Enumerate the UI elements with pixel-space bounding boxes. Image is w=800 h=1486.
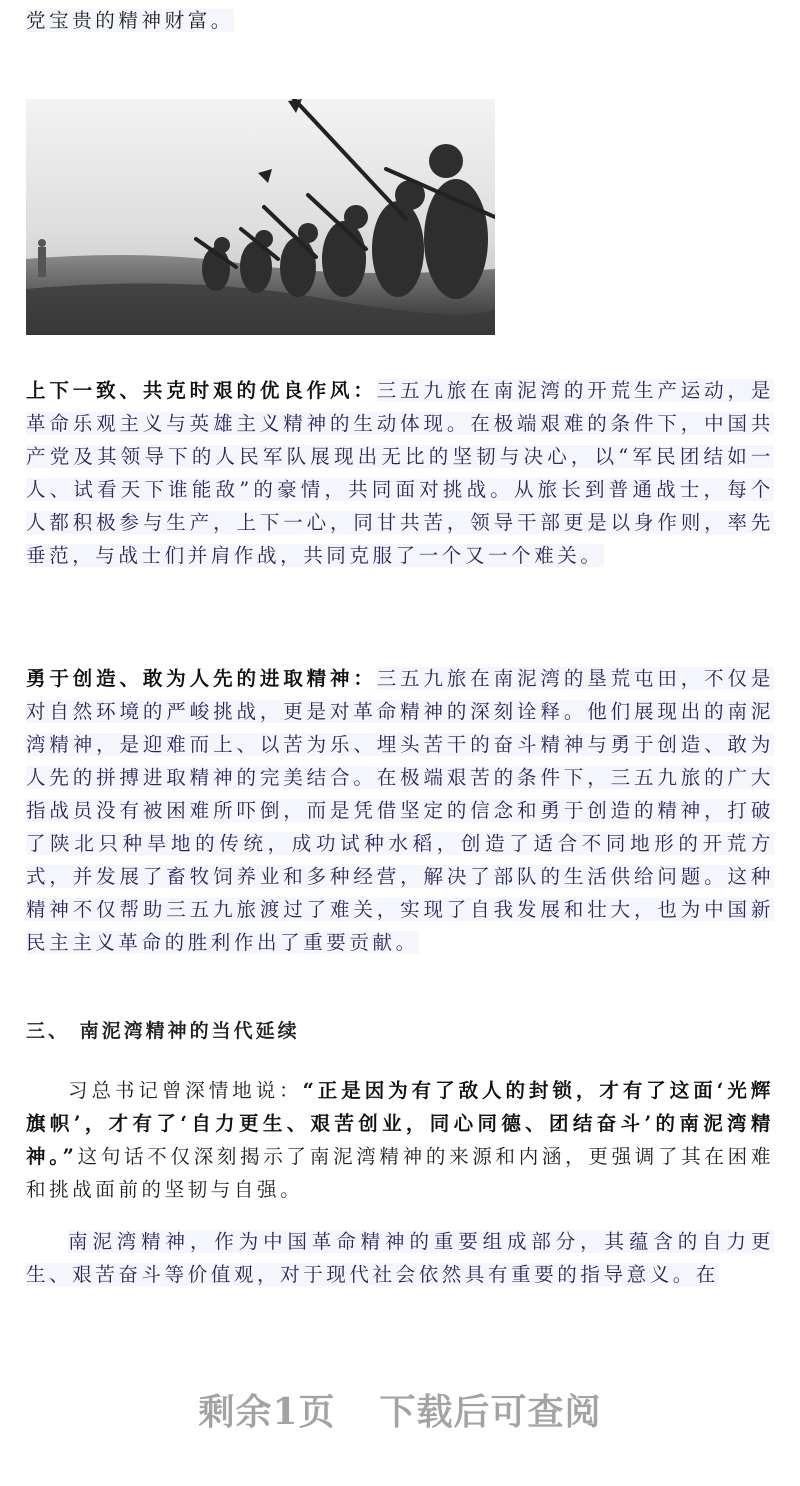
download-to-view-label: 下载后可查阅 <box>379 1391 602 1433</box>
quote-tail: 这句话不仅深刻揭示了南泥湾精神的来源和内涵，更强调了其在困难和挑战面前的坚韧与自强。 <box>26 1145 774 1201</box>
section-unity-body: 三五九旅在南泥湾的开荒生产运动，是革命乐观主义与英雄主义精神的生动体现。在极端艰难的条件下，中国共产党及其领导下的人民军队展现出无比的坚韧与决心，以“军民团结如一人、试看天下谁能敌”的豪情，共同面对挑战。从旅长到普通战士，每个人都积极参与生产，上下一心，同甘共苦，领导干部更是以身作则，率先垂范，与战士们并肩作战，共同克服了一个又一个难关。 <box>26 379 774 567</box>
section-three-heading: 三、 南泥湾精神的当代延续 <box>26 1020 300 1042</box>
section-unity-title: 上下一致、共克时艰的优良作风： <box>26 379 377 402</box>
remaining-pages-label: 剩余1页 <box>198 1391 336 1433</box>
section-innovation-title: 勇于创造、敢为人先的进取精神： <box>26 667 377 690</box>
intro-tail-text: 党宝贵的精神财富。 <box>26 9 234 32</box>
quote-paragraph <box>26 1074 774 1206</box>
section-innovation-paragraph <box>26 662 774 959</box>
last-paragraph: 南泥湾精神，作为中国革命精神的重要组成部分，其蕴含的自力更生、艰苦奋斗等价值观，对于现代社会依然具有重要的指导意义。在 <box>26 1230 774 1286</box>
quote-lead: 习总书记曾深情地说： <box>68 1079 303 1102</box>
remaining-pages-notice[interactable] <box>0 1384 800 1435</box>
section-unity-paragraph <box>26 374 774 572</box>
historical-photo <box>26 99 495 335</box>
section-innovation-body: 三五九旅在南泥湾的垦荒屯田，不仅是对自然环境的严峻挑战，更是对革命精神的深刻诠释。他们展现出的南泥湾精神，是迎难而上、以苦为乐、埋头苦干的奋斗精神与勇于创造、敢为人先的拼搏进取精神的完美结合。在极端艰苦的条件下，三五九旅的广大指战员没有被困难所吓倒，而是凭借坚定的信念和勇于创造的精神，打破了陕北只种旱地的传统，成功试种水稻，创造了适合不同地形的开荒方式，并发展了畜牧饲养业和多种经营，解决了部队的生活供给问题。这种精神不仅帮助三五九旅渡过了难关，实现了自我发展和壮大，也为中国新民主主义革命的胜利作出了重要贡献。 <box>26 667 774 954</box>
quote-text: “正是因为有了敌人的封锁，才有了这面‘光辉旗帜’，才有了‘自力更生、艰苦创业，同心同德、团结奋斗’的南泥湾精神。” <box>26 1079 774 1168</box>
